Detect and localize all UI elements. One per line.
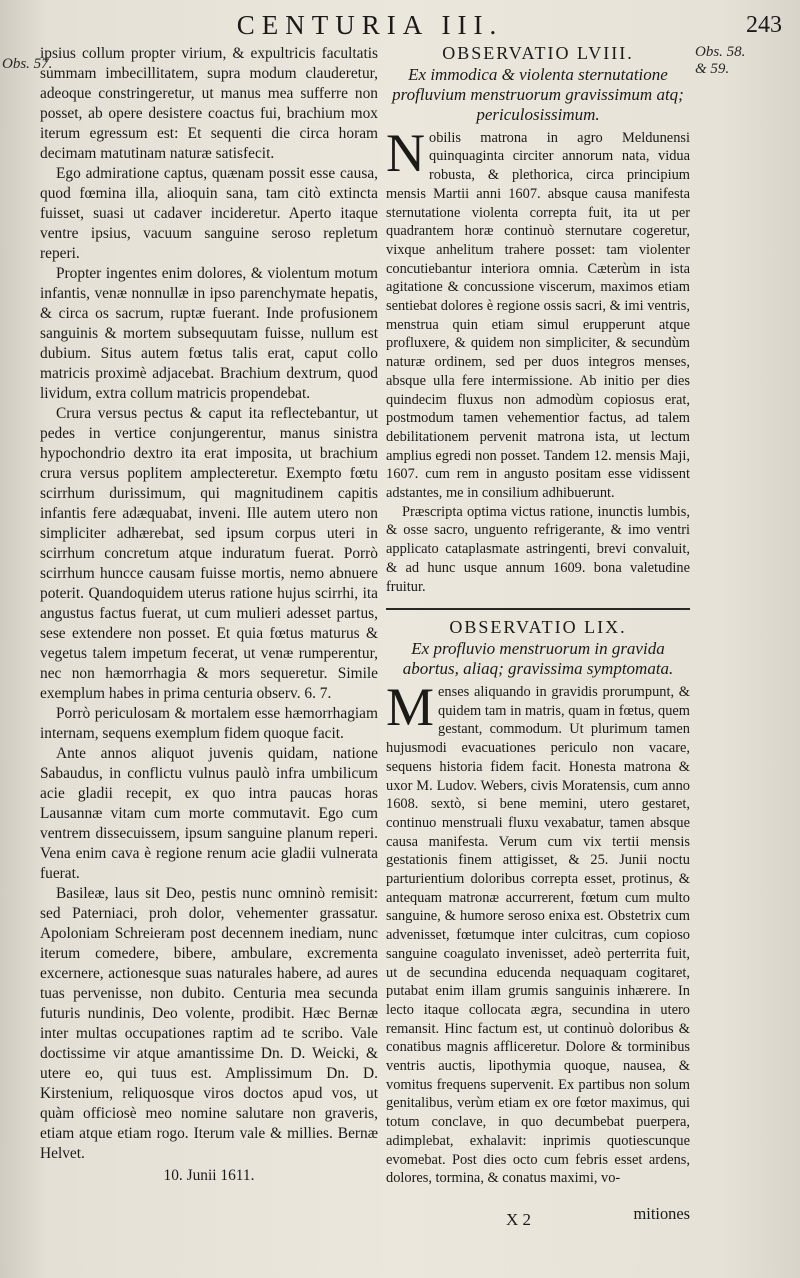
paragraph: Porrò periculosam & mortalem esse hæmorrhagiam internam, sequens exemplum fidem quoque facit. [40,705,378,742]
left-column [40,44,378,1186]
observation-59-subtitle: Ex profluvio menstruorum in gravida abortus, aliaq; gravissima symptomata. [402,638,674,678]
observation-58-subtitle: Ex immodica & violenta sternutatione profluvium menstruorum gravissimum atq; periculosissimum. [392,64,684,124]
page-header [0,4,800,44]
page-footer [386,1204,690,1234]
letter-date: 10. Junii 1611. [163,1167,255,1184]
observation-58-title: OBSERVATIO LVIII. [442,43,634,63]
section-divider [386,608,690,610]
paragraph-text: enses aliquando in gravidis prorumpunt, & quidem tam in matris, quam in fœtus, quem gestant, commodum. Ut plurimum tamen hujusmodi evacuationes periculo non vacare, sequens historia fidem facit. Honesta matrona & uxor M. Ludov. Webers, civis Moratensis, cum anno 1608. sextò, si bene memini, utero gestaret, continuo menstruali fluxu vexabatur, tamen absque causa manifesta. Verum cum vix tertii mensis gestationis finem attigisset, & 25. Junii noctu parturientium doloribus correpta esset, protinus, & antequam matronæ accurrerent, fœtum cum multo sanguine, & humore seroso enixa est. Obstetrix cum advenisset, fœtumque inter culcitras, cum copioso sanguine coagulato invenisset, adeò perterrita fuit, ut de secundina educenda nequaquam cogitaret, putabat enim illam grumis sanguinis inhærere. In lecto itaque collocata ægra, secundina in utero remansit. Hinc factum est, ut continuò doloribus & conatibus magnis affliceretur. Dolore & torminibus ventris auctis, lipothymia quoque, nausea, & vomitus frequens supervenit. Ex partibus non solum genitalibus, verùm etiam ex ore fœtor maximus, qui totum conclave, in quo decumbebat puerpera, adimplebat, exhalavit: inprimis quotiescunque evomebat. Post dies octo cum febris esset ardens, dolores, tormina, & conatus maximi, vo- [386,683,690,1187]
paragraph-text: obilis matrona in agro Meldunensi quinquaginta circiter annorum nata, vidua robusta, & plethorica, circa principium mensis Martii anni 1607. absque causa manifesta sternutatione violenta correpta fuit, ita ut per quadrantem horæ continuò sternutare cogeretur, vixque anhelitum trahere posset: tam violenter concutiebantur interiora omnia. Cæterùm in ista agitatione & concussione viscerum, maximos etiam sentiebat dolores è regione ossis sacri, & imi ventris, menstrua quin etiam simul erupperunt atque profluxere, & quidem non simpliciter, & secundùm naturæ ordinem, sed per duos integros menses, absque ulla fere intermissione. Ab initio per dies quindecim fluxus non admodùm copiosus erat, postmodum tamen vehementior factus, ad talem debilitationem pervenit matrona ista, ut lectum amplius egredi non posset. Tandem 12. mensis Maji, 1607. cum rem in angusto positam esse vidissent adstantes, me in consilium adhibuerunt. [386,129,690,502]
signature-mark: X 2 [506,1210,532,1229]
observation-58-body [386,122,690,503]
observation-59-title: OBSERVATIO LIX. [449,617,627,638]
paragraph: Propter ingentes enim dolores, & violentum motum infantis, venæ nonnullæ in ipso parenchymate hepatis, & circa os sacrum, ruptæ fuerant. Inde profusionem sanguinis & mortem subsequutam fuisse, nullum est dubium. Situs autem fœtus talis erat, caput collo matricis proximè adjacebat. Brachium dextrum, quod lividum, extra collum matricis propendebat. [40,265,378,402]
paragraph: Basileæ, laus sit Deo, pestis nunc omninò remisit: sed Paterniaci, proh dolor, vehementer grassatur. Apoloniam Schreieram post decennem inediam, nunc iterum comedere, bibere, ambulare, excrementa excernere, actionesque suas naturales habere, ad aures tuas pervenisse, non dubito. Centuria mea secunda futuris nundinis, Deo volente, prodibit. Hæc Bernæ inter multas occupationes raptim ad te scribo. Vale doctissime vir atque amantissime Dn. D. Weicki, & utere eo, qui tuus est. Amplissimum Dn. D. Kirstenium, reliquosque viros doctos apud vos, ut quàm officiosè meo nomine salutare non graveris, etiam atque etiam rogo. Iterum vale & millies. Bernæ Helvet. [40,885,378,1162]
margin-note-obs58: Obs. 58. [695,44,746,60]
running-title: CENTURIA III. [236,10,504,40]
paragraph: Ego admiratione captus, quænam possit esse causa, quod fœmina illa, alioquin sana, tam citò extincta fuisset, suasi ut cadaver incideretur. Aperto itaque ventre ipsius, vacuum sanguine seroso repletum reperi. [40,165,378,262]
right-column [386,44,690,1188]
margin-note-obs59: & 59. [695,61,730,77]
paragraph: Præscripta optima victus ratione, inunctis lumbis, & osse sacro, unguento refrigerante, & imo ventri applicato cataplasmate astringenti, brevi convaluit, & ad hunc usque annum 1609. bona valetudine fruitur. [386,503,690,595]
margin-note-left: Obs. 57. [2,56,53,72]
paragraph: Crura versus pectus & caput ita reflectebantur, ut pedes in vertice conjungerentur, manus sinistra hypochondrio dextro ita erat imposita, ut brachium crura versus poplitem amplecteretur. Exempto fœtu scirrhum durissimum, qui magnitudinem capitis infantis fere adæquabat, inveni. Ille autem utero non simpliciter adhærebat, sed ipsum corpus uteri in scirrhum concretum atque induratum fuerat. Porrò scirrhum huncce causam fuisse mortis, nemo abnuere poterit. Quandoquidem uterus ratione hujus scirrhi, ita angustus factus fuerat, ut cum mulieri adesset partus, sese extendere non posset. Et quia fœtus maturus & vegetus talem impetum fecerat, ut venæ rumperentur, nec non hæmorrhagia & mors sequeretur. Simile exemplum habes in prima centuria observ. 6. 7. [40,405,378,702]
paragraph: Ante annos aliquot juvenis quidam, natione Sabaudus, in conflictu vulnus paulò infra umbilicum acie gladii recepit, ex quo intra paucas horas Lausannæ vitam cum morte commutavit. Ego cum ventrem dissecuissem, ipsum sanguine planum reperi. Vena enim cava è regione renum acie gladii vulnerata fuerat. [40,745,378,882]
catchword: mitiones [633,1204,690,1223]
drop-cap: N [386,122,425,183]
drop-cap: M [386,676,435,737]
paragraph: ipsius collum propter virium, & expultricis facultatis summam imbecillitatem, supra modum clauderetur, adeoque constringeretur, ut manus mea sufferre non posset, ab opere desistere coactus fui, brachium mox iterum egressum est: Et sequenti die circa horam decimam matutinam naturæ satisfecit. [40,45,378,162]
page-number: 243 [746,12,782,38]
observation-59-body [386,676,690,1188]
margin-note-right [695,44,745,78]
